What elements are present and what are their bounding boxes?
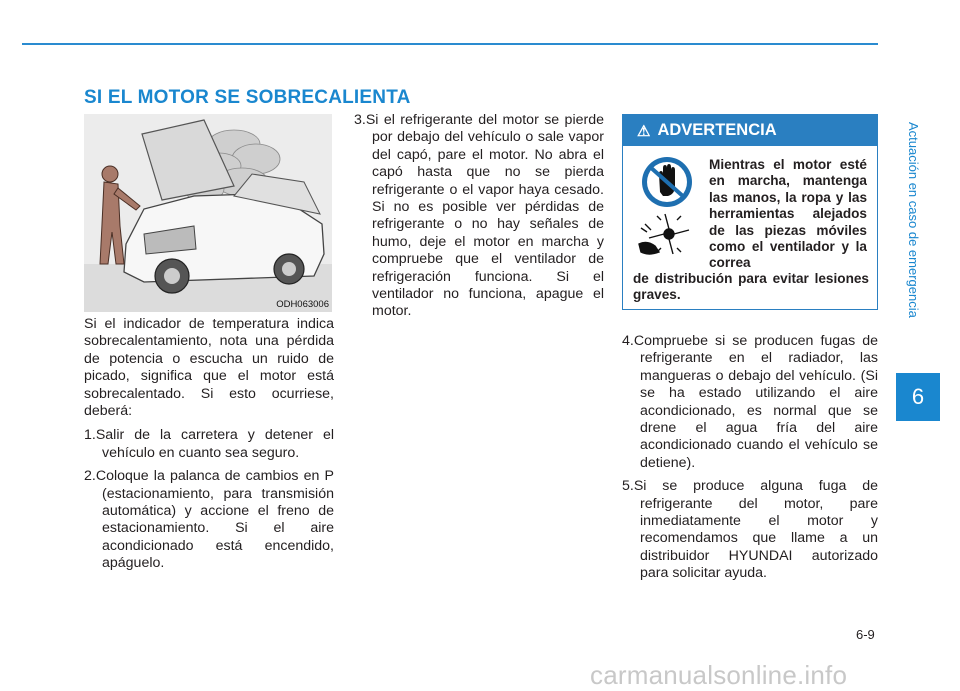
warning-triangle-icon: ⚠ bbox=[637, 122, 651, 140]
stop-hand-icon bbox=[642, 157, 692, 207]
list-item: 3.Si el refrigerante del motor se pierde por debajo del vehículo o sale vapor del capó, pare el motor. No abra el capó hasta que no se pierda refrigerante o el vapor haya cesado. Si no es posible ver pérdidas de refrigerante o no hay señales de humo, deje el motor en marcha y compruebe que el ventilador de refrigeración funciona. Si el ventilador no funciona, apague el motor. bbox=[354, 112, 604, 320]
warning-box bbox=[622, 114, 878, 310]
list-item: 4.Compruebe si se producen fugas de refrigerante en el radiador, las mangueras o debajo del vehículo. (Si se ha estado utilizando el aire acondicionado, es normal que se drene el agua fría del aire acondicionado cuando el vehículo se detiene). bbox=[622, 333, 878, 471]
chapter-side-title: Actuación en caso de emergencia bbox=[906, 122, 921, 318]
watermark: carmanualsonline.info bbox=[590, 660, 848, 690]
header-rule bbox=[22, 43, 878, 45]
rotating-fan-icon bbox=[639, 214, 689, 254]
chapter-number-tab[interactable]: 6 bbox=[896, 373, 940, 421]
page-title: SI EL MOTOR SE SOBRECALIENTA bbox=[84, 87, 411, 108]
warning-header bbox=[623, 115, 877, 146]
steps-list-3 bbox=[622, 333, 878, 583]
warning-text-top: Mientras el motor esté en marcha, mantenga las manos, la ropa y las herramientas alejados de las piezas móviles como el ventilador y la correa bbox=[709, 157, 867, 271]
warning-symbols bbox=[633, 156, 701, 260]
column-3 bbox=[622, 333, 878, 589]
steps-list-1 bbox=[84, 427, 334, 572]
column-1 bbox=[84, 316, 334, 579]
intro-paragraph: Si el indicador de temperatura indica sobrecalentamiento, nota una pérdida de potencia o escucha un ruido de picado, significa que el motor está sobrecalentado. Si esto ocurriese, deberá: bbox=[84, 316, 334, 420]
list-item: 1.Salir de la carretera y detener el vehículo en cuanto sea seguro. bbox=[84, 427, 334, 461]
warning-pictograms bbox=[633, 156, 701, 264]
list-item: 2.Coloque la palanca de cambios en P (estacionamiento, para transmisión automática) y accione el freno de estacionamiento. Si el aire acondicionado está encendido, apáguelo. bbox=[84, 468, 334, 572]
column-2 bbox=[354, 112, 604, 327]
page-number: 6-9 bbox=[856, 627, 875, 642]
steps-list-2 bbox=[354, 112, 604, 321]
warning-label: ADVERTENCIA bbox=[657, 121, 777, 139]
car-steam-drawing bbox=[84, 114, 332, 312]
list-item: 5.Si se produce alguna fuga de refrigerante del motor, pare inmediatamente el motor y recomendamos que llame a un distribuidor HYUNDAI autorizado para solicitar ayuda. bbox=[622, 478, 878, 582]
warning-text-bottom: de distribución para evitar lesiones graves. bbox=[633, 271, 869, 303]
figure-code: ODH063006 bbox=[276, 299, 329, 310]
overheating-illustration bbox=[84, 114, 332, 312]
